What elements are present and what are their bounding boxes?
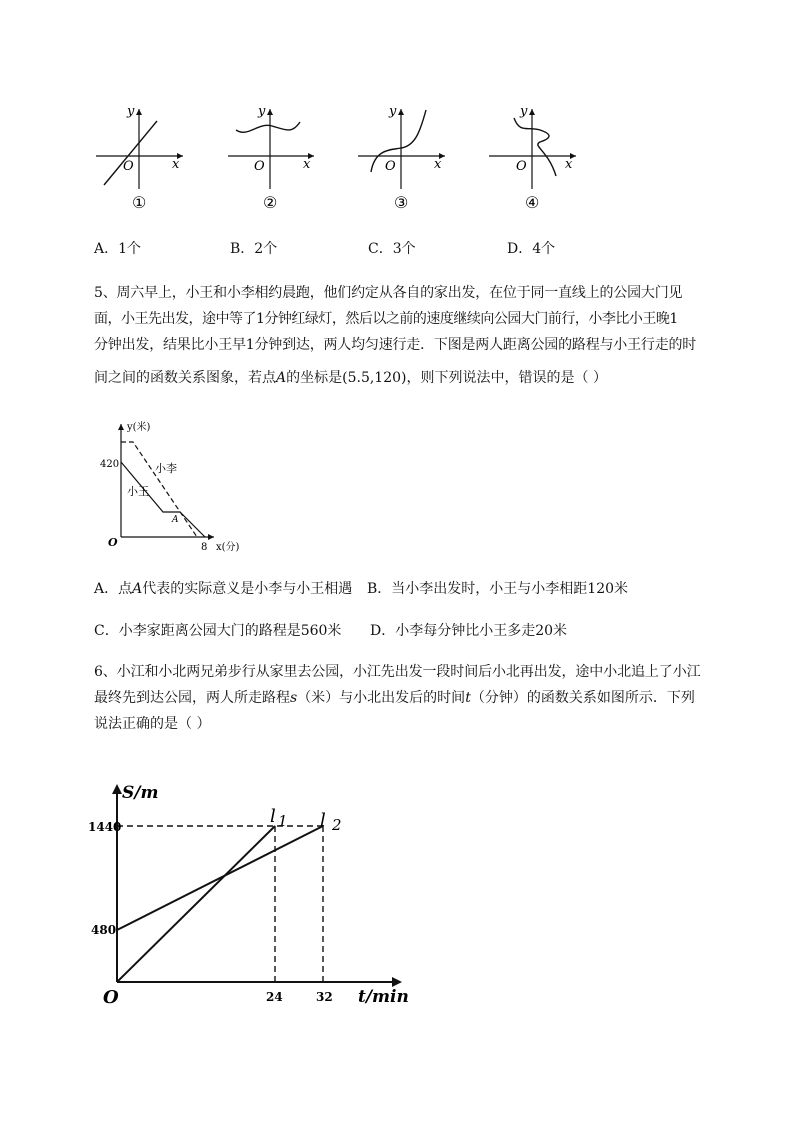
q6-line-2 (94, 691, 695, 705)
q4-g4-y: y (520, 104, 528, 119)
q4-option-c: C．3个 (368, 241, 416, 257)
q6-y-label: S/m (122, 783, 159, 803)
q4-g2-o: O (254, 159, 265, 174)
q6-tick-32: 32 (316, 990, 333, 1004)
q4-option-d: D．4个 (507, 241, 556, 257)
q6-l1-sub: 1 (278, 812, 288, 830)
q4-graph-1 (96, 104, 183, 212)
q5-tick-8: 8 (201, 542, 208, 553)
q5-point-a: A (276, 370, 287, 386)
q4-g4-num: ④ (525, 193, 540, 212)
q6-var-t: t (465, 690, 471, 706)
q4-option-b: B．2个 (230, 241, 278, 257)
q6-origin: O (103, 987, 119, 1008)
q5-wang-label: 小王 (127, 485, 149, 498)
q5-a-label: A (172, 515, 179, 525)
q4-graph-2 (228, 104, 314, 212)
q4-g1-num: ① (132, 193, 147, 212)
q6-x-label: t/min (358, 987, 409, 1007)
q6-line-2-post: （分钟）的函数关系如图所示．下列 (470, 690, 695, 706)
q5-origin: O (108, 536, 118, 549)
q5-x-label: x(分) (216, 542, 240, 553)
q6-line-3: 说法正确的是（ ） (94, 716, 211, 732)
q5-line-4-post: ，则下列说法中，错误的是（ ） (406, 370, 607, 386)
q4-g4-o: O (516, 159, 527, 174)
line-graph-icon (104, 121, 157, 185)
q6-line-2-pre: 最终先到达公园，两人所走路程 (94, 690, 290, 706)
q5-option-a (94, 582, 352, 596)
q6-graph (0, 770, 794, 1020)
q4-graphs (0, 0, 794, 270)
q6-tick-24: 24 (266, 990, 283, 1004)
q5-y-label: y(米) (127, 422, 151, 433)
q5-line-4 (94, 371, 607, 385)
q5-option-b: B．当小李出发时，小王与小李相距120米 (367, 581, 629, 597)
q5-line-4-pre: 间之间的函数关系图象，若点 (94, 370, 276, 386)
q6-line-l2 (117, 826, 323, 930)
q6-tick-1440: 1440 (88, 820, 122, 834)
q5-option-d: D．小李每分钟比小王多走20米 (370, 623, 568, 639)
q5-option-a-post: 代表的实际意义是小李与小王相遇 (142, 581, 353, 597)
q4-option-a: A．1个 (94, 241, 142, 257)
q6-l2-label: l (320, 810, 326, 831)
wavy-curve-icon (236, 122, 300, 132)
q6-tick-480: 480 (91, 923, 117, 937)
q5-line-3: 分钟出发，结果比小王早1分钟到达，两人均匀速行走．下图是两人距离公园的路程与小王行走的时 (94, 337, 697, 353)
q4-g1-y: y (127, 104, 135, 119)
q5-tick-420: 420 (100, 459, 120, 470)
q6-l2-sub: 2 (332, 816, 342, 834)
q5-option-a-pre: A．点 (94, 581, 133, 597)
q4-g2-x: x (303, 157, 311, 172)
q6-var-s: s (290, 690, 298, 706)
q4-g3-num: ③ (394, 193, 409, 212)
q4-graph-4 (489, 104, 576, 212)
q6-l1-label: l (270, 806, 276, 827)
q4-g3-x: x (434, 157, 442, 172)
q6-line-1: 6、小江和小北两兄弟步行从家里去公园，小江先出发一段时间后小北再出发，途中小北追上了小江 (94, 664, 701, 680)
q5-line-1: 5、周六早上，小王和小李相约晨跑，他们约定从各自的家出发，在位于同一直线上的公园大门见 (94, 285, 683, 301)
q4-g4-x: x (565, 157, 573, 172)
q4-g3-o: O (385, 159, 396, 174)
q4-g2-y: y (258, 104, 266, 119)
q4-g2-num: ② (263, 193, 278, 212)
q4-graph-3 (358, 104, 445, 212)
q5-line-4-mid: 的坐标是 (286, 370, 343, 386)
cubic-curve-icon (371, 110, 426, 172)
q5-point-coord: (5.5,120) (342, 370, 407, 386)
q5-line-2: 面，小王先出发，途中等了1分钟红绿灯，然后以之前的速度继续向公园大门前行，小李比小王晚1 (94, 311, 678, 327)
q4-g3-y: y (389, 104, 397, 119)
q6-line-l1 (117, 826, 275, 982)
q4-g1-x: x (172, 157, 180, 172)
q5-graph (0, 410, 794, 560)
q5-option-c: C．小李家距离公园大门的路程是560米 (94, 623, 342, 639)
q5-option-a-var: A (132, 581, 143, 597)
q5-li-label: 小李 (155, 462, 177, 475)
q4-g1-o: O (123, 159, 134, 174)
q6-line-2-mid: （米）与小北出发后的时间 (297, 690, 466, 706)
